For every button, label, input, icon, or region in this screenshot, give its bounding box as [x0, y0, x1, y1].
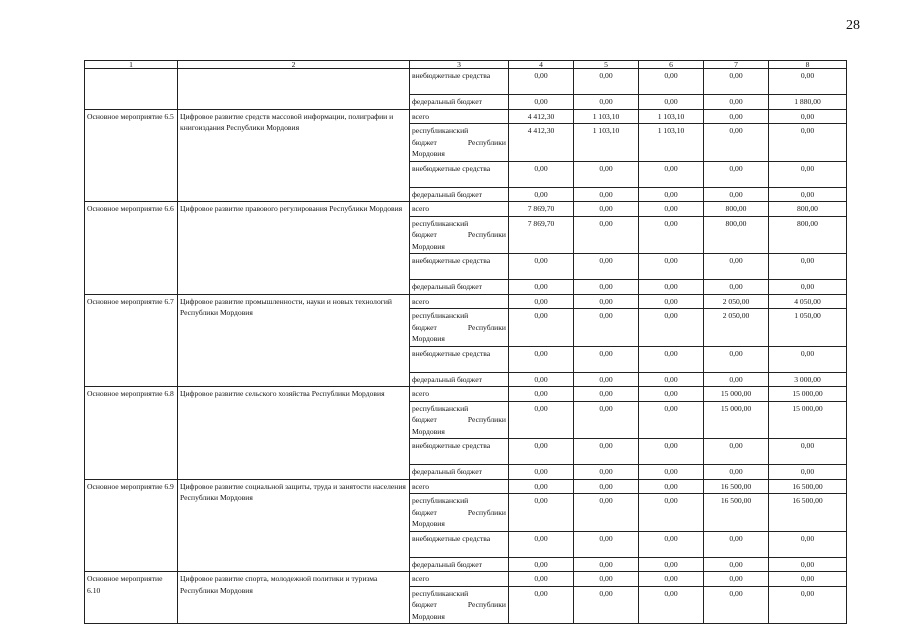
- table-row: [85, 387, 847, 402]
- amount-cell: 0,00: [704, 187, 769, 202]
- funding-source: федеральный бюджет: [410, 465, 509, 480]
- amount-cell: 15 000,00: [704, 401, 769, 439]
- amount-cell: 15 000,00: [769, 401, 847, 439]
- amount-cell: 0,00: [509, 280, 574, 295]
- amount-cell: 1 103,10: [574, 109, 639, 124]
- amount-cell: 0,00: [574, 572, 639, 587]
- funding-source: всего: [410, 294, 509, 309]
- amount-cell: 0,00: [704, 161, 769, 187]
- funding-source: внебюджетные средства: [410, 346, 509, 372]
- amount-cell: 0,00: [704, 465, 769, 480]
- amount-cell: 0,00: [639, 586, 704, 624]
- amount-cell: 0,00: [509, 309, 574, 347]
- amount-cell: 0,00: [574, 254, 639, 280]
- amount-cell: 15 000,00: [704, 387, 769, 402]
- table-row: [85, 69, 847, 95]
- amount-cell: 7 869,70: [509, 216, 574, 254]
- funding-source-line: Мордовия: [412, 519, 445, 528]
- amount-cell: 0,00: [574, 161, 639, 187]
- funding-source: [410, 309, 509, 347]
- amount-cell: 2 050,00: [704, 294, 769, 309]
- column-number-row: [85, 61, 847, 69]
- amount-cell: 16 500,00: [769, 479, 847, 494]
- amount-cell: 0,00: [509, 439, 574, 465]
- amount-cell: 800,00: [704, 202, 769, 217]
- column-number: 8: [769, 61, 847, 69]
- column-number: 2: [178, 61, 410, 69]
- funding-source-line: республиканский: [412, 403, 469, 413]
- amount-cell: 0,00: [704, 95, 769, 110]
- funding-source: внебюджетные средства: [410, 531, 509, 557]
- funding-source: федеральный бюджет: [410, 187, 509, 202]
- column-number: 3: [410, 61, 509, 69]
- activity-name: Цифровое развитие промышленности, науки и новых технологий Республики Мордовия: [178, 294, 410, 387]
- amount-cell: 0,00: [509, 387, 574, 402]
- amount-cell: 0,00: [639, 531, 704, 557]
- amount-cell: 0,00: [509, 254, 574, 280]
- amount-cell: 1 880,00: [769, 95, 847, 110]
- column-number: 1: [85, 61, 178, 69]
- amount-cell: 0,00: [639, 216, 704, 254]
- amount-cell: 800,00: [769, 216, 847, 254]
- amount-cell: 0,00: [574, 557, 639, 572]
- amount-cell: 0,00: [509, 95, 574, 110]
- amount-cell: 0,00: [574, 202, 639, 217]
- table-row: [85, 294, 847, 309]
- amount-cell: 0,00: [704, 586, 769, 624]
- amount-cell: 2 050,00: [704, 309, 769, 347]
- amount-cell: 0,00: [704, 531, 769, 557]
- amount-cell: 800,00: [704, 216, 769, 254]
- activity-code: Основное мероприятие 6.6: [85, 202, 178, 295]
- activity-name: [178, 69, 410, 110]
- amount-cell: 0,00: [574, 372, 639, 387]
- amount-cell: 0,00: [704, 572, 769, 587]
- amount-cell: 0,00: [509, 531, 574, 557]
- amount-cell: 0,00: [574, 294, 639, 309]
- amount-cell: 0,00: [704, 372, 769, 387]
- amount-cell: 0,00: [509, 465, 574, 480]
- amount-cell: 0,00: [639, 479, 704, 494]
- amount-cell: 0,00: [639, 401, 704, 439]
- funding-source-line: республиканский: [412, 311, 469, 320]
- funding-source-line: Мордовия: [412, 149, 445, 158]
- amount-cell: 0,00: [639, 161, 704, 187]
- amount-cell: 15 000,00: [769, 387, 847, 402]
- funding-source-line: Мордовия: [412, 334, 445, 343]
- funding-source-line: республиканский: [412, 496, 469, 505]
- funding-source-line: бюджет Республики: [412, 137, 506, 147]
- amount-cell: 0,00: [639, 572, 704, 587]
- amount-cell: 0,00: [639, 557, 704, 572]
- amount-cell: 1 103,10: [574, 124, 639, 162]
- amount-cell: 0,00: [769, 280, 847, 295]
- amount-cell: 0,00: [639, 309, 704, 347]
- amount-cell: 0,00: [769, 109, 847, 124]
- amount-cell: 0,00: [769, 346, 847, 372]
- amount-cell: 0,00: [509, 401, 574, 439]
- activity-name: Цифровое развитие правового регулирования Республики Мордовия: [178, 202, 410, 295]
- amount-cell: 800,00: [769, 202, 847, 217]
- amount-cell: 0,00: [639, 387, 704, 402]
- amount-cell: 0,00: [769, 586, 847, 624]
- funding-source: всего: [410, 572, 509, 587]
- funding-source: внебюджетные средства: [410, 69, 509, 95]
- amount-cell: 0,00: [769, 439, 847, 465]
- amount-cell: 1 103,10: [639, 109, 704, 124]
- amount-cell: 3 000,00: [769, 372, 847, 387]
- amount-cell: 0,00: [574, 494, 639, 532]
- funding-source: федеральный бюджет: [410, 280, 509, 295]
- amount-cell: 0,00: [574, 439, 639, 465]
- amount-cell: 0,00: [769, 572, 847, 587]
- amount-cell: 0,00: [769, 254, 847, 280]
- activity-code: Основное мероприятие 6.9: [85, 479, 178, 572]
- amount-cell: 0,00: [574, 479, 639, 494]
- amount-cell: 0,00: [704, 109, 769, 124]
- activity-name: Цифровое развитие спорта, молодежной политики и туризма Республики Мордовия: [178, 572, 410, 624]
- amount-cell: 1 103,10: [639, 124, 704, 162]
- funding-source: [410, 124, 509, 162]
- activity-code: Основное мероприятие 6.8: [85, 387, 178, 480]
- funding-source-line: Мордовия: [412, 611, 445, 621]
- funding-source-line: республиканский: [412, 126, 469, 135]
- funding-source-line: республиканский: [412, 218, 469, 228]
- column-number: 5: [574, 61, 639, 69]
- activity-code: Основное мероприятие 6.5: [85, 109, 178, 202]
- funding-source: всего: [410, 479, 509, 494]
- amount-cell: 0,00: [509, 294, 574, 309]
- funding-source: всего: [410, 109, 509, 124]
- funding-source-line: бюджет Республики: [412, 230, 506, 239]
- table-row: [85, 202, 847, 217]
- amount-cell: 4 412,30: [509, 109, 574, 124]
- activity-name: Цифровое развитие средств массовой информации, полиграфии и книгоиздания Республики Мордовия: [178, 109, 410, 202]
- amount-cell: 4 412,30: [509, 124, 574, 162]
- amount-cell: 0,00: [704, 124, 769, 162]
- column-number: 4: [509, 61, 574, 69]
- funding-source-line: бюджет Республики: [412, 322, 506, 332]
- amount-cell: 0,00: [769, 161, 847, 187]
- amount-cell: 0,00: [574, 465, 639, 480]
- amount-cell: 0,00: [574, 401, 639, 439]
- table-row: [85, 479, 847, 494]
- funding-source: федеральный бюджет: [410, 557, 509, 572]
- funding-source-line: бюджет Республики: [412, 507, 506, 517]
- funding-source: федеральный бюджет: [410, 372, 509, 387]
- amount-cell: 0,00: [639, 439, 704, 465]
- amount-cell: 0,00: [639, 494, 704, 532]
- amount-cell: 0,00: [574, 216, 639, 254]
- amount-cell: 0,00: [509, 586, 574, 624]
- funding-source-line: бюджет Республики: [412, 415, 506, 424]
- funding-source-line: республиканский: [412, 588, 469, 598]
- table-row: [85, 109, 847, 124]
- table-row: [85, 572, 847, 587]
- amount-cell: 0,00: [574, 309, 639, 347]
- amount-cell: 0,00: [639, 346, 704, 372]
- amount-cell: 0,00: [769, 531, 847, 557]
- amount-cell: 0,00: [639, 69, 704, 95]
- activity-name: Цифровое развитие сельского хозяйства Республики Мордовия: [178, 387, 410, 480]
- amount-cell: 0,00: [769, 465, 847, 480]
- amount-cell: 0,00: [769, 69, 847, 95]
- funding-source-line: Мордовия: [412, 426, 445, 436]
- activity-code: Основное мероприятие 6.7: [85, 294, 178, 387]
- funding-source: всего: [410, 387, 509, 402]
- amount-cell: 16 500,00: [769, 494, 847, 532]
- amount-cell: 0,00: [769, 124, 847, 162]
- budget-table: [84, 60, 847, 624]
- amount-cell: 0,00: [639, 465, 704, 480]
- amount-cell: 0,00: [509, 479, 574, 494]
- amount-cell: 0,00: [639, 254, 704, 280]
- amount-cell: 0,00: [704, 557, 769, 572]
- amount-cell: 0,00: [639, 280, 704, 295]
- activity-code: Основное мероприятие 6.10: [85, 572, 178, 624]
- amount-cell: 0,00: [704, 439, 769, 465]
- amount-cell: 0,00: [639, 95, 704, 110]
- amount-cell: 1 050,00: [769, 309, 847, 347]
- amount-cell: 0,00: [639, 294, 704, 309]
- amount-cell: 0,00: [509, 346, 574, 372]
- amount-cell: 0,00: [769, 557, 847, 572]
- amount-cell: 7 869,70: [509, 202, 574, 217]
- activity-name: Цифровое развитие социальной защиты, труда и занятости населения Республики Мордовия: [178, 479, 410, 572]
- amount-cell: 0,00: [704, 280, 769, 295]
- amount-cell: 0,00: [509, 572, 574, 587]
- funding-source: всего: [410, 202, 509, 217]
- amount-cell: 0,00: [704, 346, 769, 372]
- funding-source: внебюджетные средства: [410, 254, 509, 280]
- budget-table-body: [85, 61, 847, 624]
- amount-cell: 0,00: [574, 531, 639, 557]
- amount-cell: 16 500,00: [704, 494, 769, 532]
- amount-cell: 16 500,00: [704, 479, 769, 494]
- page-number: 28: [846, 18, 860, 33]
- column-number: 6: [639, 61, 704, 69]
- amount-cell: 0,00: [509, 187, 574, 202]
- activity-code: [85, 69, 178, 110]
- amount-cell: 0,00: [639, 202, 704, 217]
- amount-cell: 0,00: [574, 69, 639, 95]
- funding-source: внебюджетные средства: [410, 161, 509, 187]
- amount-cell: 0,00: [769, 187, 847, 202]
- amount-cell: 0,00: [574, 187, 639, 202]
- funding-source: [410, 401, 509, 439]
- amount-cell: 0,00: [639, 187, 704, 202]
- amount-cell: 0,00: [704, 69, 769, 95]
- funding-source-line: Мордовия: [412, 241, 445, 251]
- amount-cell: 0,00: [574, 346, 639, 372]
- funding-source-line: бюджет Республики: [412, 600, 506, 609]
- amount-cell: 0,00: [639, 372, 704, 387]
- funding-source: [410, 216, 509, 254]
- amount-cell: 0,00: [574, 95, 639, 110]
- amount-cell: 4 050,00: [769, 294, 847, 309]
- amount-cell: 0,00: [704, 254, 769, 280]
- amount-cell: 0,00: [574, 280, 639, 295]
- amount-cell: 0,00: [509, 372, 574, 387]
- amount-cell: 0,00: [574, 387, 639, 402]
- funding-source: [410, 586, 509, 624]
- amount-cell: 0,00: [509, 557, 574, 572]
- funding-source: федеральный бюджет: [410, 95, 509, 110]
- funding-source: внебюджетные средства: [410, 439, 509, 465]
- amount-cell: 0,00: [509, 161, 574, 187]
- amount-cell: 0,00: [574, 586, 639, 624]
- funding-source: [410, 494, 509, 532]
- amount-cell: 0,00: [509, 494, 574, 532]
- amount-cell: 0,00: [509, 69, 574, 95]
- column-number: 7: [704, 61, 769, 69]
